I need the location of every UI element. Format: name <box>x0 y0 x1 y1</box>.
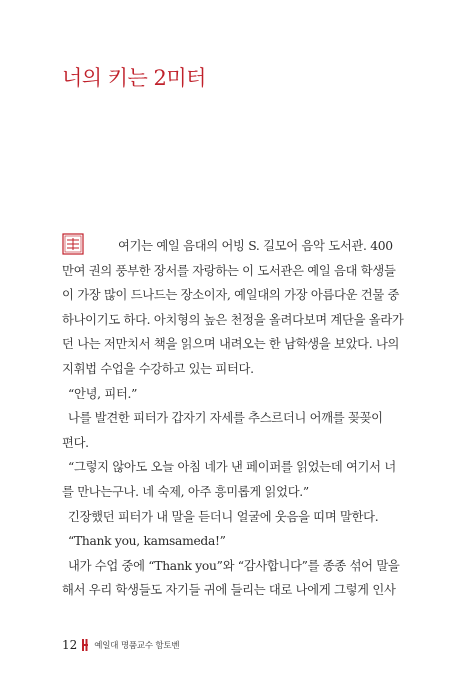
body-line: 던 나는 저만치서 책을 읽으며 내려오는 한 남학생을 보았다. 나의 <box>62 337 400 352</box>
body-line: 편다. <box>62 435 89 450</box>
body-line: 여기는 예일 음대의 어빙 S. 길모어 음악 도서관. 400 <box>118 239 393 253</box>
body-line: 긴장했던 피터가 내 말을 듣더니 얼굴에 웃음을 띠며 말한다. <box>68 509 379 524</box>
running-head: 예일대 명품교수 함토벤 <box>94 641 180 651</box>
red-bar-mark-icon <box>82 639 89 651</box>
page-footer <box>62 638 179 652</box>
dialogue-line: “안녕, 피터.” <box>68 386 138 401</box>
body-line: 이 가장 많이 드나드는 장소이자, 예일대의 가장 아름다운 건물 중 <box>62 288 400 303</box>
page-number: 12 <box>62 638 78 652</box>
chapter-title: 너의 키는 2미터 <box>62 66 206 90</box>
body-line: 지휘법 수업을 수강하고 있는 피터다. <box>62 361 254 376</box>
dialogue-line: “그렇지 않아도 오늘 아침 네가 낸 페이퍼를 읽었는데 여기서 너 <box>68 460 396 475</box>
body-line: 내가 수업 중에 “Thank you”와 “감사합니다”를 종종 섞어 말을 <box>68 558 400 573</box>
body-line: 를 만나는구나. 네 숙제, 아주 흥미롭게 읽었다.” <box>62 484 309 499</box>
body-line: 만여 권의 풍부한 장서를 자랑하는 이 도서관은 예일 음대 학생들 <box>62 263 396 278</box>
body-line: 해서 우리 학생들도 자기들 귀에 들리는 대로 나에게 그렇게 인사 <box>62 583 396 598</box>
body-line: 나를 발견한 피터가 갑자기 자세를 추스르더니 어깨를 꽂꽂이 <box>68 411 383 426</box>
body-line: 하나이기도 하다. 아치형의 높은 천정을 올려다보며 계단을 올라가 <box>62 312 404 327</box>
body-text <box>62 234 416 603</box>
dialogue-line: “Thank you, kamsameda!” <box>68 534 226 549</box>
